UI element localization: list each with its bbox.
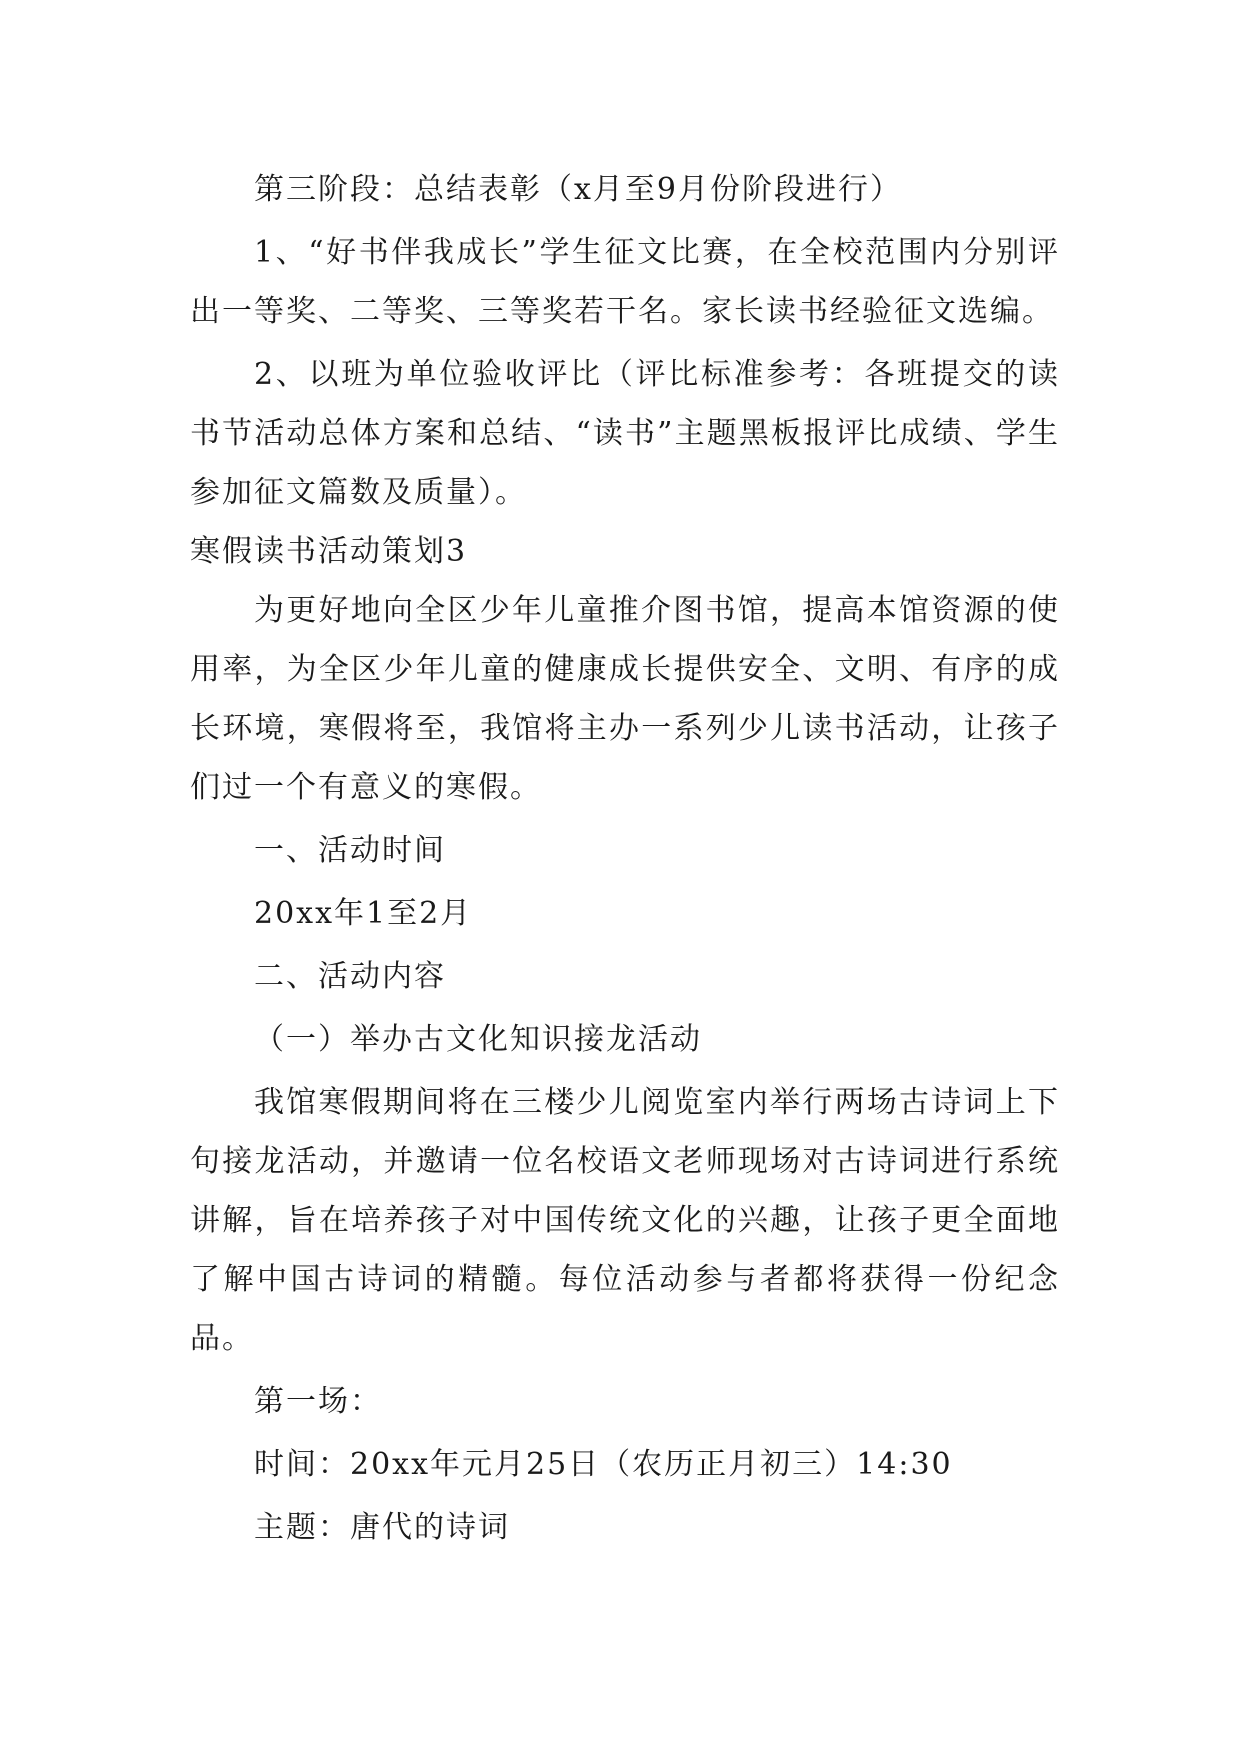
heading-activity-content: 二、活动内容: [254, 959, 446, 994]
activity-time-value: 20xx年1至2月: [254, 896, 473, 931]
session-one-time: 时间：20xx年元月25日（农历正月初三）14:30: [254, 1447, 953, 1482]
subheading-poetry-relay: （一）举办古文化知识接龙活动: [254, 1022, 702, 1057]
intro-paragraph: 为更好地向全区少年儿童推介图书馆，提高本馆资源的使用率，为全区少年儿童的健康成长提供安全、文明、有序的成长环境，寒假将至，我馆将主办一系列少儿读书活动，让孩子们过一个有意义的寒假。: [190, 593, 1060, 805]
document-body: [190, 160, 1060, 1561]
heading-activity-time: 一、活动时间: [254, 833, 446, 868]
item-essay-contest: 1、“好书伴我成长”学生征文比赛，在全校范围内分别评出一等奖、二等奖、三等奖若干名。家长读书经验征文选编。: [190, 235, 1060, 329]
session-one-label: 第一场：: [254, 1384, 382, 1419]
section-stage-three-heading: 第三阶段：总结表彰（x月至9月份阶段进行）: [254, 172, 903, 207]
session-one-theme: 主题：唐代的诗词: [254, 1510, 510, 1545]
item-class-evaluation: 2、以班为单位验收评比（评比标准参考：各班提交的读书节活动总体方案和总结、“读书”主题黑板报评比成绩、学生参加征文篇数及质量）。: [190, 357, 1060, 510]
poetry-relay-description: 我馆寒假期间将在三楼少儿阅览室内举行两场古诗词上下句接龙活动，并邀请一位名校语文老师现场对古诗词进行系统讲解，旨在培养孩子对中国传统文化的兴趣，让孩子更全面地了解中国古诗词的精髓。每位活动参与者都将获得一份纪念品。: [190, 1085, 1060, 1356]
document-section-title: 寒假读书活动策划3: [190, 534, 468, 569]
